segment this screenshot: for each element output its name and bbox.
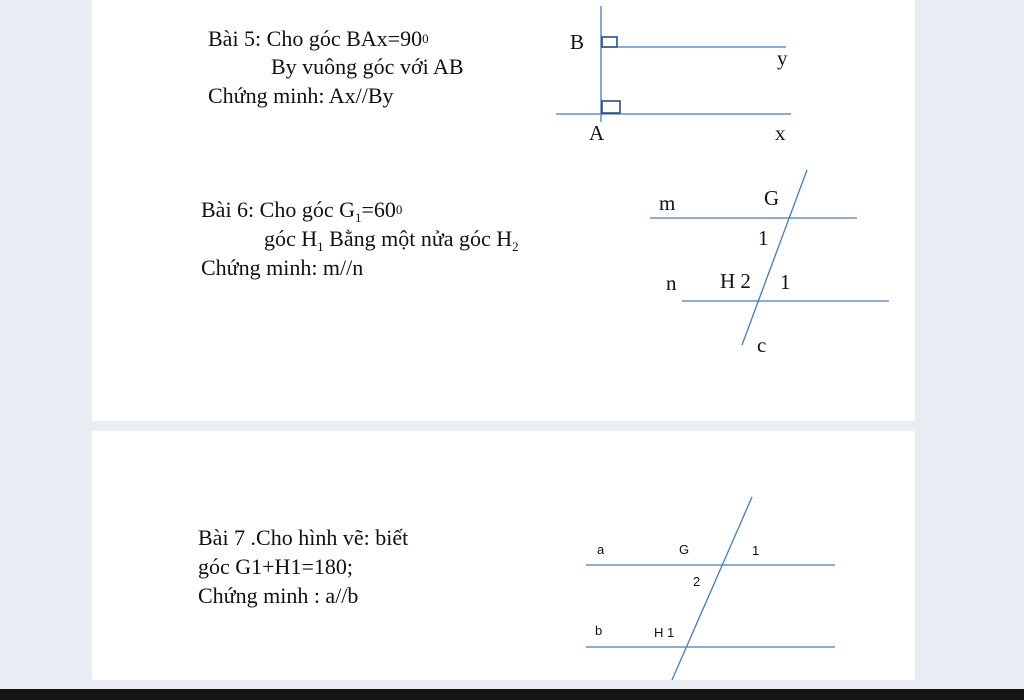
label-1: 1 [752, 543, 760, 558]
label-m: m [659, 191, 676, 215]
label-g: G [679, 542, 690, 557]
problem6-figure [92, 0, 915, 421]
label-g: G [764, 186, 780, 210]
problem7-line2: góc G1+H1=180; [198, 554, 353, 579]
label-a: A [589, 121, 605, 145]
problem7-figure [92, 431, 915, 680]
problem7-line1: Bài 7 .Cho hình vẽ: biết [198, 525, 409, 550]
transversal [672, 497, 752, 680]
label-x: x [775, 121, 786, 145]
label-h1: H 1 [654, 625, 675, 640]
problem5-line1: Bài 5: Cho góc $BAx=90^0$ [208, 26, 429, 51]
label-c: c [757, 333, 767, 357]
label-n: n [666, 271, 677, 295]
label-y: y [777, 46, 788, 70]
label-b: b [595, 623, 603, 638]
problem6-line1: Bài 6: Cho góc $G_1=60^0$ [201, 197, 403, 225]
document-page-2 [92, 431, 915, 680]
label-a: a [597, 542, 605, 557]
problem6-line3: Chứng minh: m//n [201, 255, 364, 280]
document-page-1 [92, 0, 915, 421]
label-h2: H 2 [720, 269, 751, 293]
label-1-top: 1 [758, 226, 769, 250]
label-2: 2 [693, 574, 701, 589]
problem7-line3: Chứng minh : a//b [198, 583, 359, 608]
problem6-line2: góc $H_1$ Bằng một nửa góc $H_2$ [264, 226, 519, 254]
problem5-line3: Chứng minh: Ax//By [208, 83, 394, 108]
bottom-taskbar [0, 689, 1024, 700]
problem5-line2: By vuông góc với AB [271, 54, 464, 79]
label-b: B [570, 30, 585, 54]
label-1-bottom: 1 [780, 270, 791, 294]
